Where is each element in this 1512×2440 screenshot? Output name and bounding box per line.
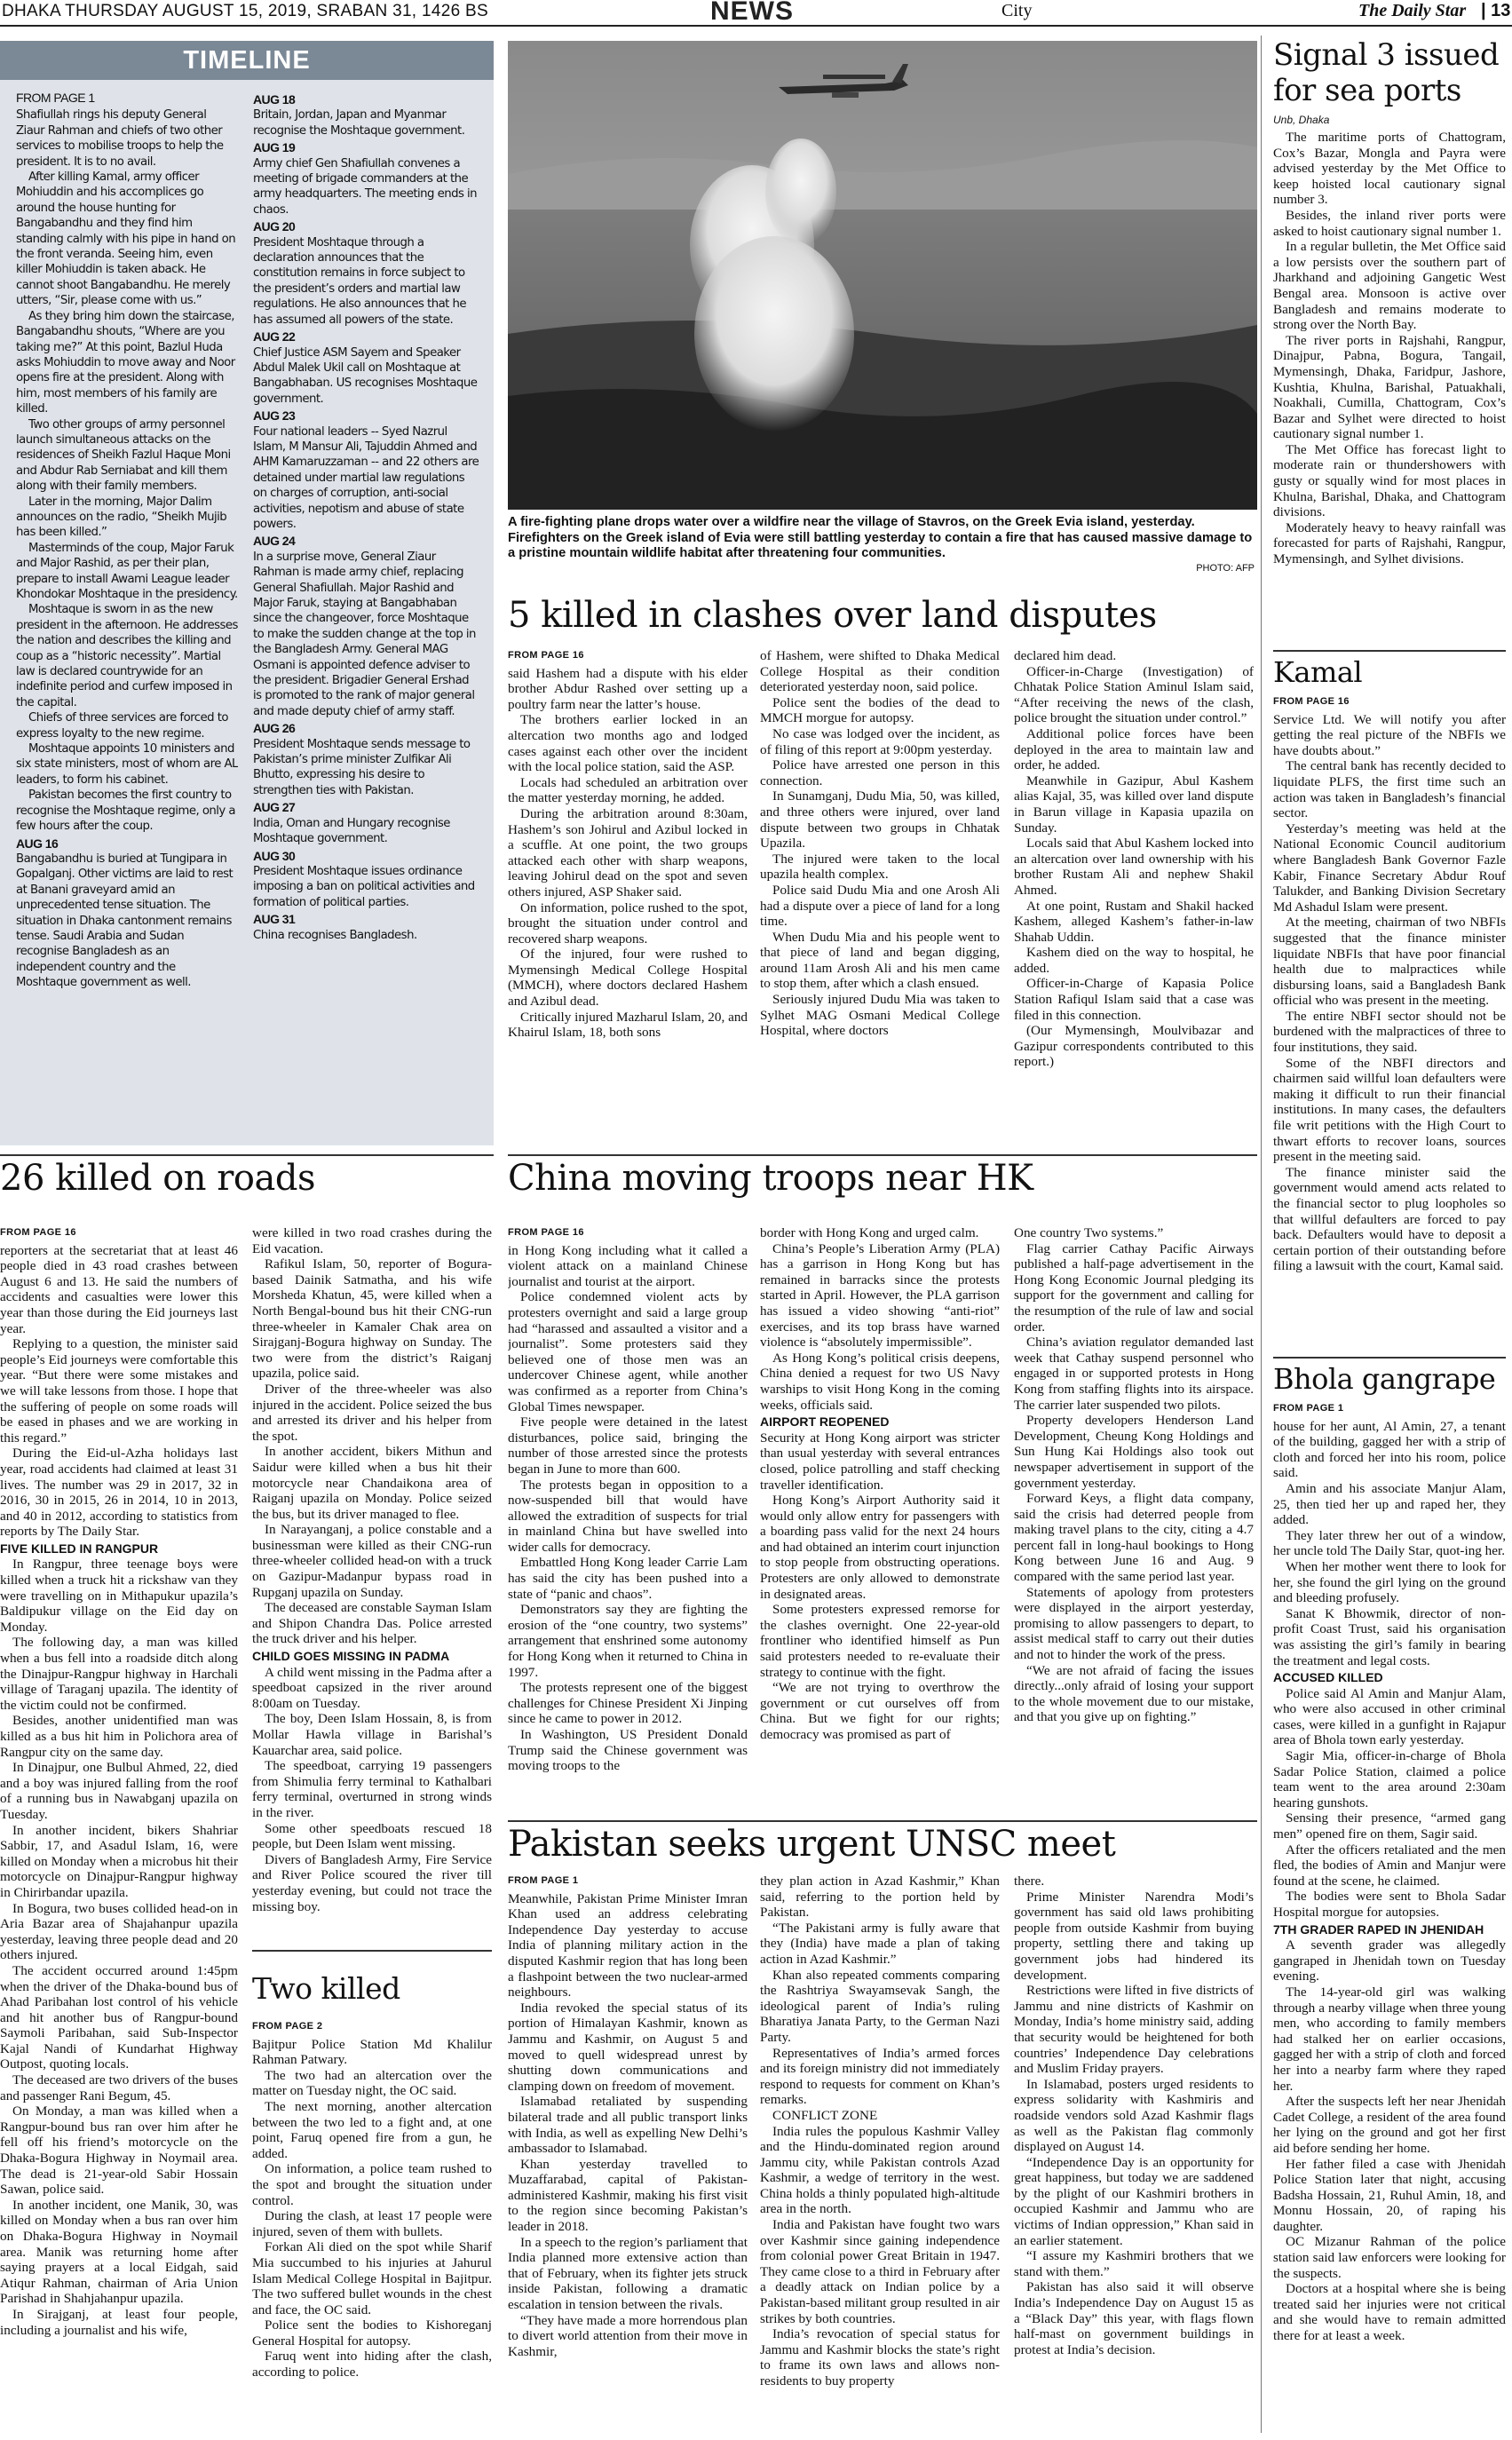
pakistan-column-3 <box>1014 1874 1254 2436</box>
paragraph: In another incident, bikers Shahriar Sabbir, 17, and Asadul Islam, 16, were killed on Monday when a microbus hit their motorcycle on Dinajpur-Rangpur highway in Chirirbandar upazila. <box>0 1822 238 1900</box>
from-page-kicker: FROM PAGE 16 <box>508 650 584 661</box>
paragraph: Additional police forces have been deployed in the area to maintain law and order, he added. <box>1014 725 1254 773</box>
roads-headline: 26 killed on roads <box>0 1158 315 1199</box>
paragraph: Restrictions were lifted in five districts of Jammu and nine districts of Kashmir on Monday, India’s home ministry said, adding that security would be heightened for both countries’ Independence Day celebrations and Muslim Friday prayers. <box>1014 1983 1254 2077</box>
paragraph: Some of the NBFI directors and chairmen said willful loan defaulters were making it difficult to run their financial institutions. In many cases, the defaulters file writ petitions with the High Court to thwart efforts to recover loans, sources present in the meeting said. <box>1273 1055 1506 1165</box>
timeline-column-1 <box>16 91 238 1138</box>
paragraph: As they bring him down the staircase, Bangabandhu shouts, “Where are you taking me?” At this point, Bazlul Huda asks Mohiuddin to move away and Noor opens fire at the president. Along with him, most members of his family are killed. <box>16 309 235 416</box>
paragraph: Bajitpur Police Station Md Khalilur Rahman Patwary. <box>252 2036 492 2068</box>
paragraph: Britain, Jordan, Japan and Myanmar recognise the Moshtaque government. <box>253 108 465 138</box>
china-column-2 <box>760 1225 1000 1794</box>
paragraph: The speedboat, carrying 19 passengers from Shimulia ferry terminal to Kathalbari ferry terminal, overturned in strong winds in the river. <box>252 1758 492 1820</box>
paragraph: The boy, Deen Islam Hossain, 8, is from Mollar Hawla village in Barishal’s Kauarchar area, said police. <box>252 1711 492 1758</box>
paragraph: China’s People’s Liberation Army (PLA) has a garrison in Hong Kong but has remained in barracks since the protests started in April. However, the PLA garrison has issued a video showing “anti-riot” exercises, and its top brass have warned violence is “absolutely impermissible”. <box>760 1240 1000 1351</box>
paragraph: Besides, the inland river ports were asked to hoist cautionary signal number 1. <box>1273 207 1506 239</box>
paragraph: The deceased are constable Sayman Islam and Shipon Chandra Das. Police arrested the truck driver and his helper. <box>252 1600 492 1647</box>
paragraph: The river ports in Rajshahi, Rangpur, Dinajpur, Pabna, Bogura, Tangail, Mymensingh, Dhaka, Faridpur, Jashore, Kushtia, Khulna, Barishal, Patuakhali, Noakhali, Cumilla, Chattogram, Cox’s Bazar and Sylhet were directed to hoist cautionary signal number 1. <box>1273 332 1506 442</box>
kamal-article-body <box>1273 694 1506 1351</box>
paragraph: In Narayanganj, a police constable and a businessman were killed as their CNG-run three-wheeler collided head-on with a truck on Gazipur-Madanpur bypass road in Rupganj upazila on Sunday. <box>252 1522 492 1600</box>
paragraph: Seriously injured Dudu Mia was taken to Sylhet MAG Osmani Medical College Hospital, where doctors <box>760 992 1000 1039</box>
subsection-label: City <box>1001 1 1033 20</box>
paragraph: Demonstrators say they are fighting the erosion of the “one country, two systems” arrangement that enshrined some autonomy for Hong Kong when it returned to China in 1997. <box>508 1602 748 1680</box>
paragraph: India revoked the special status of its portion of Himalayan Kashmir, known as Jammu and Kashmir, on August 5 and moved to quell widespread unrest by shutting down communications and clamping down on freedom of movement. <box>508 2000 748 2094</box>
page-header <box>0 0 1512 27</box>
paragraph: Faruq went into hiding after the clash, according to police. <box>252 2349 492 2381</box>
paragraph: The central bank has recently decided to liquidate PLFS, the first time such an action was taken in Bangladesh’s financial sector. <box>1273 758 1506 821</box>
paragraph: Two other groups of army personnel launch simultaneous attacks on the residences of Sheikh Fazlul Haque Moni and Abdur Rab Serniabat and kill them along with their family members. <box>16 417 231 494</box>
paragraph: Masterminds of the coup, Major Faruk and Major Rashid, as per their plan, prepare to install Awami League leader Khondokar Moshtaque in the presidency. <box>16 541 238 601</box>
subheading: 7TH GRADER RAPED IN JHENIDAH <box>1273 1921 1484 1937</box>
paragraph: (Our Mymensingh, Moulvibazar and Gazipur correspondents contributed to this report.) <box>1014 1023 1254 1070</box>
paragraph: Some protesters expressed remorse for the clashes overnight. One 22-year-old frontliner who identified himself as Pun said protesters needed to re-evaluate their strategy to continue with the fight. <box>760 1602 1000 1680</box>
paragraph: Representatives of India’s armed forces and its foreign ministry did not immediately respond to requests for comment on Khan’s remarks. <box>760 2045 1000 2108</box>
paragraph: The Met Office has forecast light to moderate rain or thundershowers with gusty or squally wind for most places in Khulna, Barishal, Dhaka, and Chattogram divisions. <box>1273 441 1506 520</box>
paragraph: Officer-in-Charge (Investigation) of Chhatak Police Station Aminul Islam said, “After receiving the news of the clash, police brought the situation under control.” <box>1014 663 1254 726</box>
pakistan-headline: Pakistan seeks urgent UNSC meet <box>508 1824 1116 1865</box>
paragraph: Meanwhile, Pakistan Prime Minister Imran Khan used an address celebrating Independence Day yesterday to accuse India of planning military action in the disputed Kashmir region that has long been a flashpoint between the two nuclear-armed neighbours. <box>508 1890 748 2000</box>
paragraph: Service Ltd. We will notify you after getting the real picture of the NBFIs we have doubts about.” <box>1273 711 1506 758</box>
paragraph: On information, a police team rushed to the spot and brought the situation under control. <box>252 2161 492 2208</box>
paragraph: Four national leaders -- Syed Nazrul Islam, M Mansur Ali, Tajuddin Ahmed and AHM Kamaruzzaman -- and 22 others are detained under martial law regulations on charges of corruption, anti-social activities, nepotism and abuse of state powers. <box>253 424 479 531</box>
from-page-kicker: FROM PAGE 1 <box>16 91 95 105</box>
paragraph: border with Hong Kong and urged calm. <box>760 1225 979 1240</box>
paragraph: reporters at the secretariat that at least 46 people died in 43 road crashes between August 6 and 13. He said the numbers of accidents and casualties were lower this year than those during the Eid journeys last year. <box>0 1242 238 1336</box>
paragraph: Pakistan has also said it will observe India’s Independence Day on August 15 as a “Black Day” this year, with flags flown half-mast on government buildings in protest at India’s decision. <box>1014 2279 1254 2357</box>
paragraph: Forward Keys, a flight data company, said the crisis had deterred people from making travel plans to the city, citing a 4.7 percent fall in long-haul bookings to Hong Kong between June 16 and Aug. 9 compared with the same period last year. <box>1014 1491 1254 1585</box>
timeline-date: AUG 18 <box>253 92 296 107</box>
photo-credit: PHOTO: AFP <box>1196 563 1255 574</box>
paragraph: The next morning, another altercation between the two led to a fight and, at one point, Faruq opened fire from a gun, he added. <box>252 2098 492 2161</box>
paragraph: Chiefs of three services are forced to express loyalty to the new regime. <box>16 711 228 741</box>
paragraph: Forkan Ali died on the spot while Sharif Mia succumbed to his injuries at Jahurul Islam Medical College Hospital in Bajitpur. The two suffered bullet wounds in the chest and face, the OC said. <box>252 2239 492 2317</box>
paragraph: During the clash, at least 17 people were injured, seven of them with bullets. <box>252 2208 492 2239</box>
signal-headline-line-1: Signal 3 issued <box>1273 37 1500 73</box>
paragraph: declared him dead. <box>1014 648 1117 663</box>
clashes-column-2 <box>760 648 1000 1145</box>
paragraph: India’s revocation of special status for Jammu and Kashmir blocks the state’s right to frame its own laws and allows non-residents to buy property <box>760 2326 1000 2389</box>
timeline-box <box>0 41 494 1145</box>
paragraph: The 14-year-old girl was walking through a nearby village when three young men, who according to family members had stalked her on earlier occasions, gagged her with a strip of cloth and forced her into a nearby farm where they raped her. <box>1273 1984 1506 2094</box>
paragraph: In Islamabad, posters urged residents to express solidarity with Kashmiris and roadside vendors sold Azad Kashmir flags as well as the Pakistan flag commonly displayed on August 14. <box>1014 2076 1254 2155</box>
paragraph: Her father filed a case with Jhenidah Police Station later that night, accusing Badsha Hossain, 21, Ruhul Amin, 18, and Monnu Hossain, 20, of raping his daughter. <box>1273 2156 1506 2234</box>
paragraph: “I assure my Kashmiri brothers that we stand with them.” <box>1014 2248 1254 2279</box>
paragraph: “They have made a more horrendous plan to divert world attention from their move in Kashmir, <box>508 2312 748 2359</box>
paragraph: In Dinajpur, one Bulbul Ahmed, 22, died and a boy was injured falling from the roof of a running bus in Nawabganj upazila on Tuesday. <box>0 1760 238 1822</box>
paragraph: Hong Kong’s Airport Authority said it would only allow entry for passengers with a boarding pass valid for the next 24 hours and had obtained an interim court injunction to stop people from obstructing operations. Protesters are only allowed to demonstrate in designated areas. <box>760 1493 1000 1602</box>
paragraph: Sagir Mia, officer-in-charge of Bhola Sadar Police Station, claimed a police team went to the area around 2:30am hearing gunshots. <box>1273 1748 1506 1810</box>
paragraph: Sanat K Bhowmik, director of non-profit Coast Trust, said his organisation was assisting the girl’s family in bearing the treatment and legal costs. <box>1273 1605 1506 1668</box>
timeline-date: AUG 23 <box>253 408 296 424</box>
paragraph: Shafiullah rings his deputy General Ziaur Rahman and chiefs of two other services to mobilise troops to help the president. It is to no avail. <box>16 108 224 169</box>
paragraph: In a surprise move, General Ziaur Rahman is made army chief, replacing General Shafiullah. Major Rashid and Major Faruk, staying at Bangabhaban since the changeover, force Moshtaque to make the sudden change at the top in the Bangladesh Army. General MAG Osmani is appointed defence adviser to the president. Brigadier General Ershad is promoted to the rank of major general and made deputy chief of army staff. <box>253 550 476 718</box>
signal-byline: Unb, Dhaka <box>1273 114 1330 126</box>
paragraph: Chief Justice ASM Sayem and Speaker Abdul Malek Ukil call on Moshtaque at Bangabhaban. US recognises Moshtaque government. <box>253 345 478 406</box>
paragraph: Some other speedboats rescued 18 people, but Deen Islam went missing. <box>252 1820 492 1852</box>
paragraph: “The Pakistani army is fully aware that they (India) have made a plan of taking action in Azad Kashmir.” <box>760 1920 1000 1967</box>
paragraph: The protests represent one of the biggest challenges for Chinese President Xi Jinping since he came to power in 2012. <box>508 1680 748 1727</box>
timeline-date: AUG 24 <box>253 534 296 549</box>
paragraph: One country Two systems.” <box>1014 1225 1164 1240</box>
paragraph: Moshtaque appoints 10 ministers and six state ministers, most of whom are AL leaders, to form his cabinet. <box>16 742 238 787</box>
subheading: AIRPORT REOPENED <box>760 1414 890 1430</box>
signal-dateline <box>1273 114 1506 130</box>
paragraph: In Rangpur, three teenage boys were killed when a truck hit a rickshaw van they were travelling on in Mithapukur upazila’s Baldipukur village on the Eid day on Monday. <box>0 1557 238 1635</box>
timeline-date: AUG 20 <box>253 219 296 234</box>
paragraph: Property developers Henderson Land Development, Cheung Kong Holdings and Sun Hung Kai Holdings also took out newspaper advertisement in support of the government yesterday. <box>1014 1413 1254 1491</box>
paragraph: Officer-in-Charge of Kapasia Police Station Rafiqul Islam said that a case was filed in this connection. <box>1014 976 1254 1023</box>
paragraph: In a speech to the region’s parliament that India planned more extensive action than that of February, when its fighter jets struck inside Pakistan, following a dramatic escalation in tension between the rivals. <box>508 2234 748 2313</box>
paragraph: there. <box>1014 1874 1045 1889</box>
paragraph: house for her aunt, Al Amin, 27, a tenant of the building, gagged her with a strip of cloth and forced her into his room, police said. <box>1273 1418 1506 1481</box>
paragraph: Meanwhile in Gazipur, Abul Kashem alias Kajal, 35, was killed over land dispute in Barun village in Kapasia upazila on Sunday. <box>1014 772 1254 836</box>
timeline-date: AUG 22 <box>253 329 296 345</box>
paragraph: A seventh grader was allegedly gangraped in Jhenidah town on Tuesday evening. <box>1273 1937 1506 1984</box>
paragraph: said Hashem had a dispute with his elder brother Abdur Rashed over setting up a poultry farm near the latter’s house. <box>508 665 748 712</box>
paragraph: Moshtaque is sworn in as the new president in the afternoon. He addresses the nation and describes the killing and coup as a “historic necessity”. Martial law is declared countrywide for an indefinite period and curfew imposed in the capital. <box>16 603 238 709</box>
paragraph: Embattled Hong Kong leader Carrie Lam has said the city has been pushed into a state of “panic and chaos”. <box>508 1555 748 1602</box>
paragraph: Doctors at a hospital where she is being treated said her injuries were not critical and she would have to remain admitted there for at least a week. <box>1273 2281 1506 2344</box>
timeline-title-bar <box>0 41 494 80</box>
article-separator <box>508 1820 1257 1822</box>
paragraph: The finance minister said the government would amend acts related to the financial sector to plug loopholes so that willful defaulters are forced to pay back. Defaulters would have to deposit a certain portion of their outstanding before filing a lawsuit with the court, Kamal said. <box>1273 1164 1506 1274</box>
paragraph: Pakistan becomes the first country to recognise the Moshtaque regime, only a few hours after the coup. <box>16 788 236 834</box>
article-separator <box>0 1154 494 1156</box>
paragraph: Divers of Bangladesh Army, Fire Service and River Police scoured the river till yesterday evening, but could not trace the missing boy. <box>252 1851 492 1914</box>
paragraph: In another incident, one Manik, 30, was killed on Monday when a bus ran over him on Dhaka-Bogura Highway in Noymail area. Manik was returning home after saying prayers at a local Eidgah, said Atiqur Rahman, chairman of Aria Union Parishad in Shahjahanpur upazila. <box>0 2197 238 2307</box>
wildfire-photo <box>508 41 1257 510</box>
timeline-date: AUG 19 <box>253 140 296 155</box>
paragraph: Kashem died on the way to hospital, he added. <box>1014 945 1254 976</box>
china-column-1 <box>508 1225 748 1794</box>
paragraph: Locals had scheduled an arbitration over the matter yesterday morning, he added. <box>508 774 748 806</box>
two-killed-headline: Two killed <box>252 1971 400 2006</box>
paragraph: In a regular bulletin, the Met Office said a low persists over the southern part of Jharkhand and adjoining Gangetic West Bengal area. Monsoon is active over Bangladesh and remains moderate to strong over the North Bay. <box>1273 239 1506 333</box>
paragraph: At one point, Rustam and Shakil hacked Kashem, alleged Kashem’s father-in-law Shahab Uddin. <box>1014 898 1254 945</box>
photo-caption: A fire-fighting plane drops water over a wildfire near the village of Stavros, on the Greek Evia island, yesterday. Firefighters on the Greek island of Evia were still battling yesterday to contain a fire that has caused massive damage to a pristine mountain wildlife habitat after threatening four communities. <box>508 515 1253 560</box>
roads-column-2 <box>252 1225 492 1945</box>
paragraph: Five people were detained in the latest disturbances, police said, bringing the number of those arrested since the protests began in June to more than 600. <box>508 1414 748 1477</box>
paragraph: Replying to a question, the minister said people’s Eid journeys were comfortable this year. “But there were some mistakes and we will take lessons from those. I hope that the suffering of people on some roads will be eased in phases and we are working in this regard.” <box>0 1336 238 1446</box>
paragraph: On information, police rushed to the spot, brought the situation under control and recovered sharp weapons. <box>508 899 748 947</box>
paragraph: of Hashem, were shifted to Dhaka Medical College Hospital as their condition deteriorated yesterday noon, said police. <box>760 648 1000 695</box>
article-separator <box>252 1950 492 1952</box>
section-label: NEWS <box>710 0 794 26</box>
from-page-kicker: FROM PAGE 16 <box>508 1227 584 1238</box>
paragraph: Sensing their presence, “armed gang men” opened fire on them, Sagir said. <box>1273 1810 1506 1842</box>
paragraph: Khan yesterday travelled to Muzaffarabad, capital of Pakistan-administered Kashmir, making his first visit to the region since becoming Pakistan’s leader in 2018. <box>508 2156 748 2235</box>
article-separator <box>508 1154 1257 1156</box>
two-killed-article-body <box>252 2019 492 2436</box>
kamal-headline: Kamal <box>1273 655 1363 689</box>
pakistan-column-1 <box>508 1874 748 2436</box>
paragraph: As Hong Kong’s political crisis deepens, China denied a request for two US Navy warships to visit Hong Kong in the coming weeks, officials said. <box>760 1350 1000 1413</box>
paragraph: The bodies were sent to Bhola Sadar Hospital morgue for autopsies. <box>1273 1889 1506 1920</box>
subheading: ACCUSED KILLED <box>1273 1670 1383 1685</box>
paragraph: After the suspects left her near Jhenidah Cadet College, a resident of the area found her lying on the ground and got her first aid before sending her home. <box>1273 2094 1506 2156</box>
paragraph: The following day, a man was killed when a bus fell into a roadside ditch along the Dinajpur-Rangpur highway in Harchali village of Taraganj upazila. The identity of the victim could not be confirmed. <box>0 1635 238 1713</box>
paragraph: Flag carrier Cathay Pacific Airways published a half-page advertisement in the Hong Kong Economic Journal pledging its support for the government and calling for the resumption of the rule of law and social order. <box>1014 1240 1254 1335</box>
signal-article-body <box>1273 130 1506 645</box>
paragraph: China recognises Bangladesh. <box>253 928 417 942</box>
paragraph: During the Eid-ul-Azha holidays last year, road accidents had claimed at least 31 lives. The number was 29 in 2017, 32 in 2016, 30 in 2015, 26 in 2014, 10 in 2013, and 40 in 2012, according to statistics from reports by The Daily Star. <box>0 1446 238 1540</box>
paragraph: In another accident, bikers Mithun and Saidur were killed when a bus hit their motorcycle near Chandaikona area of Raiganj upazila on Monday. Police seized the bus, but its driver managed to flee. <box>252 1444 492 1522</box>
paragraph: were killed in two road crashes during the Eid vacation. <box>252 1225 492 1256</box>
paragraph: In Washington, US President Donald Trump said the Chinese government was moving troops to the <box>508 1727 748 1774</box>
timeline-date: AUG 31 <box>253 912 296 927</box>
paragraph: Yesterday’s meeting was held at the National Economic Council auditorium where Bangladesh Bank Governor Fazle Kabir, Finance Secretary Abdur Rouf Talukder, and Banking Division Secretary Md Ashadul Islam were present. <box>1273 820 1506 915</box>
from-page-kicker: FROM PAGE 1 <box>508 1875 579 1886</box>
dateline-header: DHAKA THURSDAY AUGUST 15, 2019, SRABAN 31, 1426 BS <box>2 2 488 20</box>
pakistan-column-2 <box>760 1874 1000 2436</box>
paragraph: they plan action in Azad Kashmir,” Khan said, referring to the portion held by Pakistan. <box>760 1874 1000 1921</box>
paragraph: The maritime ports of Chattogram, Cox’s Bazar, Mongla and Payra were advised yesterday by the Met Office to keep hoisted local cautionary signal number 3. <box>1273 130 1506 208</box>
from-page-kicker: FROM PAGE 1 <box>1273 1403 1344 1414</box>
paragraph: In Sirajganj, at least four people, including a journalist and his wife, <box>0 2306 238 2338</box>
paragraph: President Moshtaque issues ordinance imposing a ban on political activities and formation of political parties. <box>253 864 475 909</box>
timeline-column-2 <box>253 91 479 1138</box>
paragraph: Critically injured Mazharul Islam, 20, and Khairul Islam, 18, both sons <box>508 1009 748 1041</box>
paragraph: President Moshtaque sends message to Pakistan’s prime minister Zulfikar Ali Bhutto, expressing his desire to strengthen ties with Pakistan. <box>253 737 471 797</box>
paragraph: Khan also repeated comments comparing the Rashtriya Swayamsevak Sangh, the ideological parent of India’s ruling Bharatiya Janata Party, to the German Nazi Party. <box>760 1967 1000 2045</box>
column-divider <box>1261 36 1262 2433</box>
paragraph: The injured were taken to the local upazila health complex. <box>760 851 1000 883</box>
paragraph: The protests began in opposition to a now-suspended bill that would have allowed the extradition of suspects for trial in mainland China but have swelled into wider calls for democracy. <box>508 1477 748 1555</box>
paragraph: Islamabad retaliated by suspending bilateral trade and all public transport links with India, as well as expelling New Delhi’s ambassador to Islamabad. <box>508 2094 748 2157</box>
paragraph: in Hong Kong including what it called a violent attack on a mainland Chinese journalist and tourist at the airport. <box>508 1242 748 1289</box>
from-page-kicker: FROM PAGE 2 <box>252 2021 323 2032</box>
paragraph: They later threw her out of a window, her uncle told The Daily Star, quot-ing her. <box>1273 1527 1506 1559</box>
paragraph: India and Pakistan have fought two wars over Kashmir since gaining independence from colonial power Great Britain in 1947. They came close to a third in February after a deadly attack on Indian police by a Pakistan-based militant group resulted in air strikes by both countries. <box>760 2217 1000 2326</box>
paragraph: Army chief Gen Shafiullah convenes a meeting of brigade commanders at the army headquarters. The meeting ends in chaos. <box>253 156 478 217</box>
timeline-title: TIMELINE <box>183 46 311 75</box>
from-page-kicker: FROM PAGE 16 <box>1273 696 1350 707</box>
paragraph: Security at Hong Kong airport was stricter than usual yesterday with several entrances closed, police patrolling and staff checking traveller identification. <box>760 1430 1000 1493</box>
paragraph: India rules the populous Kashmir Valley and the Hindu-dominated region around Jammu city, while Pakistan controls Azad Kashmir, a wedge of territory in the west. China holds a thinly populated high-altitude area in the north. <box>760 2123 1000 2217</box>
paragraph: The accident occurred around 1:45pm when the driver of the Dhaka-bound bus of Ahad Paribahan lost control of his vehicle and hit another bus of Rangpur-bound Saymoli Paribahan, said Sub-Inspector Kajal Nandi of Kundarhat Highway Outpost, quoting locals. <box>0 1962 238 2072</box>
paragraph: Moderately heavy to heavy rainfall was forecasted for parts of Rajshahi, Rangpur, Mymensingh, and Sylhet divisions. <box>1273 519 1506 567</box>
china-column-3 <box>1014 1225 1254 1794</box>
paragraph: Police sent the bodies to Kishoreganj General Hospital for autopsy. <box>252 2317 492 2349</box>
clashes-column-3 <box>1014 648 1254 1145</box>
paragraph: Police have arrested one person in this connection. <box>760 757 1000 788</box>
paragraph: A child went missing in the Padma after a speedboat capsized in the river around 8:00am on Tuesday. <box>252 1664 492 1711</box>
paragraph: Besides, another unidentified man was killed as a bus hit him in Polichora area of Rangpur city on the same day. <box>0 1713 238 1760</box>
paragraph: Police said Dudu Mia and one Arosh Ali had a dispute over a piece of land for a long time. <box>760 882 1000 930</box>
masthead-logo: The Daily Star <box>1358 1 1467 20</box>
bhola-article-body <box>1273 1401 1506 2436</box>
paragraph: Police said Al Amin and Manjur Alam, who were also accused in other criminal cases, were killed in a gunfight in Rajapur area of Bhola town early yesterday. <box>1273 1685 1506 1748</box>
bhola-headline: Bhola gangrape <box>1273 1362 1496 1396</box>
paragraph: At the meeting, chairman of two NBFIs suggested that the finance minister liquidate NBFIs that have poor financial health due to malpractices while disbursing loans, said a Bangladesh Bank official who was present in the meeting. <box>1273 915 1506 1009</box>
paragraph: Prime Minister Narendra Modi’s government has said old laws prohibiting people from outside Kashmir from buying property, settling there and taking up government jobs had hindered its development. <box>1014 1889 1254 1983</box>
timeline-date: AUG 27 <box>253 800 296 815</box>
paragraph: Bangabandhu is buried at Tungipara in Gopalganj. Other victims are laid to rest at Banani graveyard amid an unprecedented tense situation. The situation in Dhaka cantonment remains tense. Saudi Arabia and Sudan recognise Bangladesh as an independent country and the Moshtaque government as well. <box>16 852 234 990</box>
paragraph: Rafikul Islam, 50, reporter of Bogura-based Dainik Satmatha, and his wife Morsheda Khatun, 45, were killed when a North Bengal-bound bus hit their CNG-run three-wheeler in Kamaler Chak area on Sirajganj-Bogura highway on Sunday. The two were from the district’s Raiganj upazila, police said. <box>252 1256 492 1382</box>
wildfire-photo-image <box>508 41 1257 510</box>
page-number: | 13 <box>1481 1 1511 20</box>
subheading: FIVE KILLED IN RANGPUR <box>0 1541 159 1556</box>
paragraph: After killing Kamal, army officer Mohiuddin and his accomplices go around the house hunting for Bangabandhu and they find him standing calmly with his pipe in hand on the front veranda. Seeing him, even killer Mohiuddin is taken aback. He cannot shoot Bangabandhu. He merely utters, “Sir, please come with us.” <box>16 170 236 308</box>
article-separator <box>1273 650 1506 652</box>
clashes-column-1 <box>508 648 748 1145</box>
paragraph: Amin and his associate Manjur Alam, 25, then tied her up and raped her, they added. <box>1273 1480 1506 1528</box>
paragraph: Locals said that Abul Kashem locked into an altercation over land ownership with his brother Rustam Ali and nephew Shakil Ahmed. <box>1014 836 1254 898</box>
clashes-headline: 5 killed in clashes over land disputes <box>508 595 1157 636</box>
paragraph: “Independence Day is an opportunity for great happiness, but today we are saddened by the plight of our Kashmiri brothers in occupied Kashmir and Jammu who are victims of Indian oppression,” Khan said in an earlier statement. <box>1014 2154 1254 2248</box>
paragraph: Police condemned violent acts by protesters overnight and said a large group had “harassed and assaulted a visitor and a journalist”. Some protesters said they believed one of those men was an undercover Chinese agent, while another was confirmed as a reporter from China’s Global Times newspaper. <box>508 1289 748 1414</box>
timeline-date: AUG 26 <box>253 721 296 736</box>
paragraph: Of the injured, four were rushed to Mymensingh Medical College Hospital (MMCH), where doctors declared Hashem and Azibul dead. <box>508 947 748 1010</box>
paragraph: The deceased are two drivers of the buses and passenger Rani Begum, 45. <box>0 2072 238 2103</box>
paragraph: On Monday, a man was killed when a Rangpur-bound bus ran over him after he fell off his friend’s motorcycle on the Dhaka-Bogura Highway in Noymail area. The dead is 21-year-old Sabir Hossain Sawan, police said. <box>0 2103 238 2198</box>
china-headline: China moving troops near HK <box>508 1158 1033 1199</box>
paragraph: The two had an altercation over the matter on Tuesday night, the OC said. <box>252 2067 492 2099</box>
paragraph: CONFLICT ZONE <box>772 2107 878 2123</box>
paragraph: During the arbitration around 8:30am, Hashem’s son Johirul and Azibul locked in a scuffle. At one point, the two groups attacked each other with sharp weapons, leaving Johirul dead on the spot and seven others injured, ASP Shaker said. <box>508 805 748 899</box>
paragraph: The brothers earlier locked in an altercation two months ago and lodged cases against each other over the incident with the local police station, said the ASP. <box>508 712 748 775</box>
paragraph: India, Oman and Hungary recognise Moshtaque government. <box>253 816 450 846</box>
paragraph: In Bogura, two buses collided head-on in Aria Bazar area of Shajahanpur upazila yesterday, leaving three people dead and 20 others injured. <box>0 1900 238 1963</box>
paragraph: The entire NBFI sector should not be burdened with the malpractices of three to four institutions, they said. <box>1273 1008 1506 1056</box>
timeline-date: AUG 30 <box>253 848 296 863</box>
paragraph: When Dudu Mia and his people went to that piece of land and began digging, around 11am Arosh Ali and his men came to stop them, after which a clash ensued. <box>760 929 1000 992</box>
paragraph: In Sunamganj, Dudu Mia, 50, was killed, and three others were injured, over land dispute between two groups in Chhatak Upazila. <box>760 788 1000 852</box>
paragraph: When her mother went there to look for her, she found the girl lying on the ground and bleeding profusely. <box>1273 1558 1506 1606</box>
paragraph: After the officers retaliated and the men fled, the bodies of Amin and Manjur were found at the scene, he claimed. <box>1273 1842 1506 1889</box>
subheading: CHILD GOES MISSING IN PADMA <box>252 1649 450 1664</box>
paragraph: OC Mizanur Rahman of the police station said law enforcers were looking for the suspects. <box>1273 2234 1506 2281</box>
roads-column-1 <box>0 1225 238 2436</box>
paragraph: President Moshtaque through a declaration announces that the constitution remains in force subject to the president’s orders and martial law regulations. He also announces that he has assumed all powers of the state. <box>253 235 467 327</box>
paragraph: Statements of apology from protesters were displayed in the airport yesterday, promising to allow passengers to depart, to assist medical staff to carry out their duties and not to hinder the work of the press. <box>1014 1584 1254 1663</box>
paragraph: Later in the morning, Major Dalim announces on the radio, “Sheikh Mujib has been killed.” <box>16 495 227 540</box>
paragraph: China’s aviation regulator demanded last week that Cathay suspend personnel who engaged in or supported protests in Hong Kong from staffing flights into its airspace. The carrier later suspended two pilots. <box>1014 1335 1254 1413</box>
from-page-kicker: FROM PAGE 16 <box>0 1227 76 1238</box>
paragraph: Driver of the three-wheeler was also injured in the accident. Police seized the bus and arrested its driver and his helper from the spot. <box>252 1381 492 1444</box>
signal-headline-line-2: for sea ports <box>1273 73 1461 108</box>
article-separator <box>1273 1357 1506 1359</box>
timeline-date: AUG 16 <box>16 836 59 851</box>
paragraph: “We are not afraid of facing the issues directly...only afraid of losing your support to the whole movement due to our mistake, and that you give up on fighting.” <box>1014 1662 1254 1725</box>
paragraph: No case was lodged over the incident, as of filing of this report at 9:00pm yesterday. <box>760 725 1000 757</box>
paragraph: Police sent the bodies of the dead to MMCH morgue for autopsy. <box>760 694 1000 726</box>
paragraph: “We are not trying to overthrow the government or cut ourselves off from China. But we fight for our rights; democracy was promised as part of <box>760 1680 1000 1742</box>
